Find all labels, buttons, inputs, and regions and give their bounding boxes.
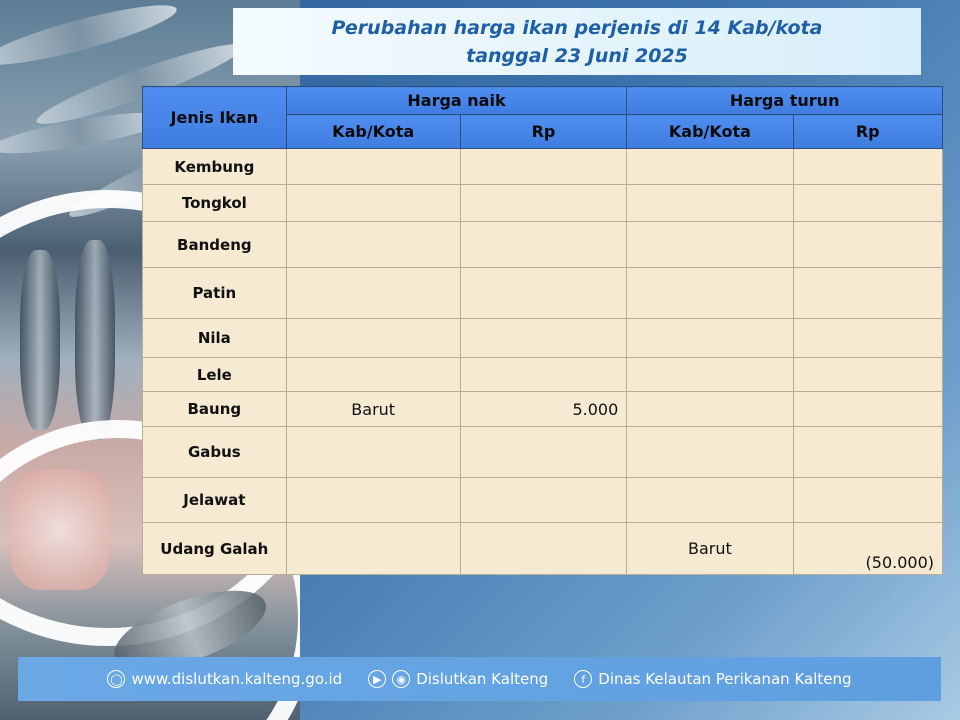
- header-harga-turun: Harga turun: [627, 87, 943, 115]
- kab-naik-cell: [286, 319, 460, 358]
- title-line-2: tanggal 23 Juni 2025: [466, 45, 688, 67]
- kab-turun-cell: [627, 478, 793, 523]
- fish-name: Jelawat: [143, 478, 287, 523]
- kab-turun-cell: [627, 149, 793, 185]
- rp-naik-cell: [460, 149, 627, 185]
- rp-naik-cell: [460, 427, 627, 478]
- kab-naik-cell: [286, 523, 460, 575]
- footer-bar: [18, 657, 941, 701]
- kab-turun-cell: [627, 268, 793, 319]
- rp-turun-cell: [793, 149, 942, 185]
- kab-naik-cell: [286, 478, 460, 523]
- page-title: [233, 8, 921, 75]
- footer-social[interactable]: [368, 670, 548, 688]
- website-label: www.dislutkan.kalteng.go.id: [131, 670, 343, 688]
- kab-turun-cell: Barut: [627, 523, 793, 575]
- kab-turun-cell: [627, 185, 793, 222]
- facebook-icon: f: [574, 670, 592, 688]
- kab-turun-cell: [627, 358, 793, 392]
- rp-naik-cell: [460, 268, 627, 319]
- kab-turun-cell: [627, 427, 793, 478]
- fish-name: Nila: [143, 319, 287, 358]
- instagram-icon: ◉: [392, 670, 410, 688]
- fish-name: Lele: [143, 358, 287, 392]
- table-row: [143, 523, 943, 575]
- header-jenis-ikan: Jenis Ikan: [143, 87, 287, 149]
- header-harga-naik: Harga naik: [286, 87, 627, 115]
- rp-naik-cell: [460, 319, 627, 358]
- table-row: [143, 427, 943, 478]
- table-row: [143, 478, 943, 523]
- table-row: [143, 358, 943, 392]
- rp-turun-cell: [793, 185, 942, 222]
- table-row: [143, 149, 943, 185]
- kab-naik-cell: [286, 268, 460, 319]
- table-row: [143, 185, 943, 222]
- kab-naik-cell: [286, 185, 460, 222]
- rp-turun-cell: [793, 268, 942, 319]
- rp-turun-cell: [793, 319, 942, 358]
- facebook-label: Dinas Kelautan Perikanan Kalteng: [598, 670, 852, 688]
- rp-naik-cell: [460, 478, 627, 523]
- title-line-1: Perubahan harga ikan perjenis di 14 Kab/kota: [331, 17, 823, 39]
- rp-naik-cell: [460, 358, 627, 392]
- rp-turun-cell: [793, 392, 942, 427]
- kab-naik-cell: [286, 149, 460, 185]
- rp-turun-cell: [793, 478, 942, 523]
- rp-naik-cell: [460, 185, 627, 222]
- fish-name: Tongkol: [143, 185, 287, 222]
- table-row: [143, 268, 943, 319]
- header-kab-naik: Kab/Kota: [286, 115, 460, 149]
- fish-name: Gabus: [143, 427, 287, 478]
- rp-turun-cell: (50.000): [793, 523, 942, 575]
- kab-turun-cell: [627, 222, 793, 268]
- rp-turun-cell: [793, 358, 942, 392]
- kab-turun-cell: [627, 392, 793, 427]
- table-row: [143, 392, 943, 427]
- kab-naik-cell: [286, 222, 460, 268]
- kab-naik-cell: Barut: [286, 392, 460, 427]
- fish-name: Baung: [143, 392, 287, 427]
- kab-naik-cell: [286, 358, 460, 392]
- table-row: [143, 222, 943, 268]
- social-label: Dislutkan Kalteng: [416, 670, 549, 688]
- table-row: [143, 319, 943, 358]
- rp-naik-cell: [460, 523, 627, 575]
- header-rp-turun: Rp: [793, 115, 942, 149]
- rp-turun-cell: [793, 222, 942, 268]
- kab-naik-cell: [286, 427, 460, 478]
- price-change-table: [142, 86, 943, 575]
- rp-turun-cell: [793, 427, 942, 478]
- kab-turun-cell: [627, 319, 793, 358]
- rp-naik-cell: 5.000: [460, 392, 627, 427]
- rp-naik-cell: [460, 222, 627, 268]
- footer-facebook[interactable]: [574, 670, 851, 688]
- fish-name: Udang Galah: [143, 523, 287, 575]
- globe-icon: ◯: [107, 670, 125, 688]
- header-kab-turun: Kab/Kota: [627, 115, 793, 149]
- fish-name: Kembung: [143, 149, 287, 185]
- fish-name: Patin: [143, 268, 287, 319]
- footer-website[interactable]: [107, 670, 342, 688]
- fish-name: Bandeng: [143, 222, 287, 268]
- header-rp-naik: Rp: [460, 115, 627, 149]
- youtube-icon: ▶: [368, 670, 386, 688]
